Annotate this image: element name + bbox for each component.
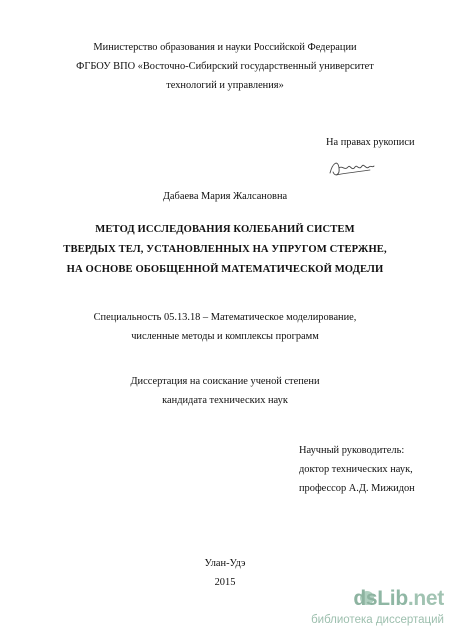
specialty-line-1: Специальность 05.13.18 – Математическое моделирование, bbox=[93, 312, 357, 323]
manuscript-note: На правах рукописи bbox=[326, 137, 415, 148]
degree-line-1: Диссертация на соискание ученой степени bbox=[130, 376, 320, 387]
watermark-tagline: библиотека диссертаций bbox=[311, 614, 444, 626]
city: Улан-Удэ bbox=[204, 558, 246, 569]
author-name: Дабаева Мария Жалсановна bbox=[162, 191, 288, 202]
university-line: ФГБОУ ВПО «Восточно-Сибирский государственный университет bbox=[76, 61, 374, 72]
university-line-2: технологий и управления» bbox=[166, 80, 284, 91]
supervisor-name: профессор А.Д. Мижидон bbox=[299, 483, 415, 494]
watermark bbox=[311, 585, 448, 633]
year: 2015 bbox=[214, 577, 236, 588]
watermark-brand-ds: ds bbox=[353, 587, 378, 610]
watermark-brand-lib: Lib bbox=[377, 587, 408, 610]
supervisor-degree: доктор технических наук, bbox=[299, 464, 413, 475]
title-line-1: МЕТОД ИССЛЕДОВАНИЯ КОЛЕБАНИЙ СИСТЕМ bbox=[95, 224, 355, 235]
watermark-brand-net: .net bbox=[407, 587, 444, 610]
title-line-2: ТВЕРДЫХ ТЕЛ, УСТАНОВЛЕННЫХ НА УПРУГОМ СТЕРЖНЕ, bbox=[63, 244, 387, 255]
supervisor-label: Научный руководитель: bbox=[299, 445, 405, 456]
watermark-brand bbox=[353, 587, 444, 611]
specialty-line-2: численные методы и комплексы программ bbox=[131, 331, 319, 342]
signature-icon bbox=[327, 156, 375, 182]
degree-line-2: кандидата технических наук bbox=[162, 395, 288, 406]
title-line-3: НА ОСНОВЕ ОБОБЩЕННОЙ МАТЕМАТИЧЕСКОЙ МОДЕЛИ bbox=[66, 264, 384, 275]
ministry-line: Министерство образования и науки Российской Федерации bbox=[93, 42, 357, 53]
